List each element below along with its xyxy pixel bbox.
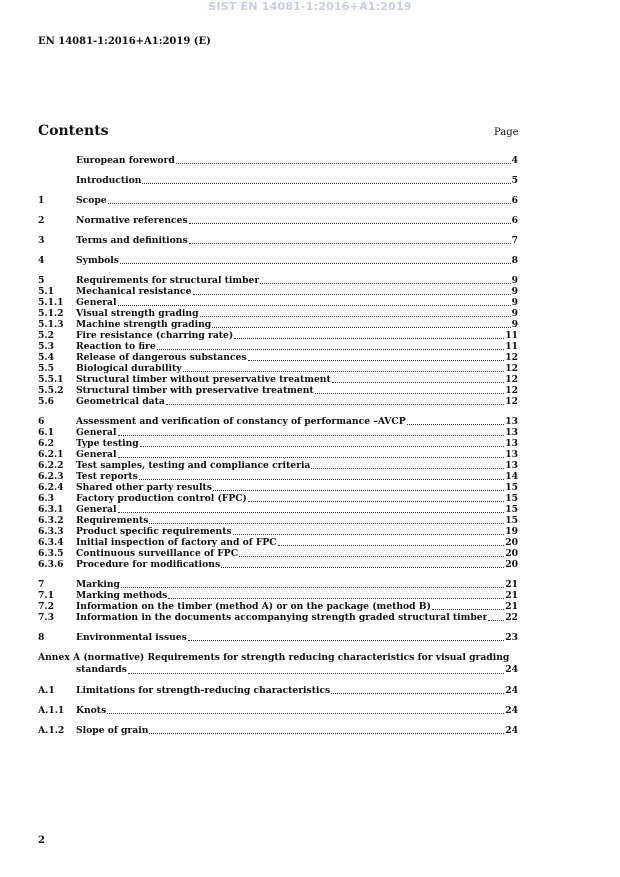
watermark: SIST EN 14081-1:2016+A1:2019: [208, 0, 412, 13]
dot-leader: [118, 305, 511, 306]
dot-leader: [221, 567, 504, 568]
toc-entry[interactable]: [38, 548, 518, 559]
toc-entry[interactable]: [38, 341, 518, 352]
toc-entry[interactable]: [38, 297, 518, 308]
toc-entry-title: Structural timber with preservative treatment: [76, 385, 314, 396]
toc-entry-page: 23: [505, 632, 518, 643]
dot-leader: [233, 534, 505, 535]
toc-entry-number: 3: [38, 235, 45, 246]
page-number: 2: [38, 835, 45, 846]
toc-entry-title: Reaction to fire: [76, 341, 156, 352]
dot-leader: [432, 609, 504, 610]
toc-entry-page: 13: [505, 438, 518, 449]
toc-entry[interactable]: [38, 632, 518, 643]
toc-entry[interactable]: [38, 352, 518, 363]
toc-entry[interactable]: [38, 275, 518, 286]
dot-leader: [239, 556, 504, 557]
toc-entry[interactable]: [38, 308, 518, 319]
toc-entry-number: 7: [38, 579, 45, 590]
toc-entry-page: 12: [505, 363, 518, 374]
toc-entry-title: Requirements: [76, 515, 149, 526]
toc-entry-page: 12: [505, 374, 518, 385]
toc-entry-number: A.1: [38, 685, 55, 696]
dot-leader: [121, 587, 504, 588]
toc-entry-number: 6.3: [38, 493, 54, 504]
annex-title-line1: Annex A (normative) Requirements for strength reducing characteristics for visual grading: [38, 652, 510, 663]
dot-leader: [107, 713, 504, 714]
toc-entry-page: 9: [511, 275, 518, 286]
dot-leader: [332, 382, 504, 383]
dot-leader: [200, 316, 511, 317]
toc-entry-page: 15: [505, 482, 518, 493]
toc-entry-page: 13: [505, 427, 518, 438]
toc-entry-page: 20: [505, 537, 518, 548]
dot-leader: [118, 435, 505, 436]
toc-entry[interactable]: [38, 685, 518, 696]
toc-entry[interactable]: [38, 175, 518, 186]
toc-entry-page: 9: [511, 308, 518, 319]
dot-leader: [149, 523, 504, 524]
toc-entry-title: Marking methods: [76, 590, 168, 601]
toc-entry-number: 6.3.5: [38, 548, 64, 559]
toc-entry-page: 21: [505, 579, 518, 590]
toc-entry-page: 7: [511, 235, 518, 246]
toc-entry-title: Information in the documents accompanying strength graded structural timber: [76, 612, 488, 623]
toc-entry-title: Slope of grain: [76, 725, 149, 736]
toc-entry-number: 6.3.4: [38, 537, 64, 548]
toc-entry-title: Structural timber without preservative treatment: [76, 374, 331, 385]
dot-leader: [260, 283, 510, 284]
toc-entry[interactable]: [38, 590, 518, 601]
toc-entry-title: Test reports: [76, 471, 138, 482]
toc-entry-title: Knots: [76, 705, 107, 716]
toc-entry-page: 15: [505, 515, 518, 526]
toc-entry-title: Normative references: [76, 215, 188, 226]
toc-entry-number: 7.1: [38, 590, 54, 601]
toc-entry[interactable]: [38, 319, 518, 330]
toc-entry-number: A.1.2: [38, 725, 65, 736]
toc-entry-page: 14: [505, 471, 518, 482]
toc-entry-number: 6.1: [38, 427, 54, 438]
toc-entry-number: 6.2.2: [38, 460, 64, 471]
toc-entry-page: 4: [511, 155, 518, 166]
toc-entry-page: 24: [505, 685, 518, 696]
toc-entry-title: Product specific requirements: [76, 526, 232, 537]
dot-leader: [183, 371, 505, 372]
toc-entry-number: 5.1.1: [38, 297, 64, 308]
toc-entry-page: 9: [511, 297, 518, 308]
toc-entry-title: Fire resistance (charring rate): [76, 330, 234, 341]
toc-entry[interactable]: [38, 195, 518, 206]
toc-entry-page: 13: [505, 449, 518, 460]
toc-entry-title: Information on the timber (method A) or on the package (method B): [76, 601, 431, 612]
toc-entry[interactable]: [38, 601, 518, 612]
toc-entry-page: 11: [505, 330, 518, 341]
dot-leader: [142, 183, 510, 184]
toc-entry-title: Visual strength grading: [76, 308, 199, 319]
toc-entry-number: 4: [38, 255, 45, 266]
toc-entry[interactable]: [38, 438, 518, 449]
dot-leader: [168, 598, 504, 599]
toc-entry-page: 20: [505, 548, 518, 559]
dot-leader: [315, 393, 505, 394]
toc-entry-title: Procedure for modifications: [76, 559, 221, 570]
toc-entry-number: 2: [38, 215, 45, 226]
dot-leader: [488, 620, 504, 621]
toc-entry-title: Geometrical data: [76, 396, 165, 407]
toc-entry[interactable]: [38, 416, 518, 427]
toc-entry-number: 5.6: [38, 396, 54, 407]
toc-entry-number: 5.5.2: [38, 385, 64, 396]
toc-entry-page: 6: [511, 215, 518, 226]
annex-title-line2: [38, 664, 518, 676]
toc-entry[interactable]: [38, 449, 518, 460]
dot-leader: [331, 693, 504, 694]
toc-entry-title: Symbols: [76, 255, 119, 266]
toc-entry-title: Scope: [76, 195, 107, 206]
toc-entry-number: 5.5: [38, 363, 54, 374]
toc-entry-title: Continuous surveillance of FPC: [76, 548, 239, 559]
toc-entry-page: 24: [505, 725, 518, 736]
toc-entry-page: 21: [505, 590, 518, 601]
dot-leader: [212, 327, 510, 328]
toc-entry-title: Introduction: [76, 175, 142, 186]
toc-entry[interactable]: [38, 725, 518, 736]
dot-leader: [189, 243, 511, 244]
dot-leader: [248, 501, 504, 502]
toc-entry-page: 12: [505, 396, 518, 407]
toc-entry-number: 6.3.6: [38, 559, 64, 570]
toc-entry[interactable]: [38, 559, 518, 570]
toc-entry-title: Machine strength grading: [76, 319, 212, 330]
toc-entry-page: 22: [505, 612, 518, 623]
toc-entry[interactable]: [38, 526, 518, 537]
dot-leader: [176, 163, 511, 164]
toc-entry-title: Shared other party results: [76, 482, 212, 493]
toc-entry-title: General: [76, 427, 117, 438]
annex-a-entry[interactable]: [38, 652, 518, 676]
toc-entry-number: 5.1: [38, 286, 54, 297]
toc-entry-number: 6.2: [38, 438, 54, 449]
dot-leader: [278, 545, 505, 546]
toc-entry-page: 6: [511, 195, 518, 206]
toc-entry[interactable]: [38, 235, 518, 246]
toc-entry[interactable]: [38, 504, 518, 515]
toc-entry[interactable]: [38, 286, 518, 297]
toc-entry[interactable]: [38, 396, 518, 407]
toc-entry-number: 6.2.1: [38, 449, 64, 460]
toc-entry-page: 24: [505, 664, 518, 675]
toc-entry[interactable]: [38, 363, 518, 374]
dot-leader: [118, 512, 505, 513]
toc-entry-title: Marking: [76, 579, 120, 590]
toc-entry-page: 9: [511, 286, 518, 297]
toc-entry-number: 6.3.3: [38, 526, 64, 537]
toc-entry-number: 6.2.4: [38, 482, 64, 493]
table-of-contents: [38, 155, 518, 736]
toc-entry-title: Limitations for strength-reducing characteristics: [76, 685, 331, 696]
toc-entry-page: 11: [505, 341, 518, 352]
toc-entry-page: 8: [511, 255, 518, 266]
toc-entry-title: General: [76, 297, 117, 308]
toc-entry-page: 24: [505, 705, 518, 716]
toc-entry-number: 1: [38, 195, 45, 206]
toc-entry-page: 21: [505, 601, 518, 612]
toc-entry-number: 7.3: [38, 612, 54, 623]
toc-entry[interactable]: [38, 493, 518, 504]
toc-entry-title: Factory production control (FPC): [76, 493, 247, 504]
toc-entry-number: 5.3: [38, 341, 54, 352]
toc-entry-title: Type testing: [76, 438, 139, 449]
toc-entry-page: 12: [505, 352, 518, 363]
toc-entry-title: General: [76, 449, 117, 460]
dot-leader: [248, 360, 505, 361]
toc-entry-number: 5: [38, 275, 45, 286]
dot-leader: [188, 640, 504, 641]
toc-entry-number: 6: [38, 416, 45, 427]
toc-entry-page: 13: [505, 416, 518, 427]
toc-entry-title: Mechanical resistance: [76, 286, 192, 297]
toc-entry-title: Assessment and verification of constancy of performance –AVCP: [76, 416, 406, 427]
dot-leader: [149, 733, 504, 734]
toc-entry[interactable]: [38, 427, 518, 438]
toc-entry[interactable]: [38, 460, 518, 471]
toc-entry-number: 5.1.2: [38, 308, 64, 319]
dot-leader: [407, 424, 505, 425]
toc-entry-title: standards: [76, 664, 127, 675]
toc-entry-page: 15: [505, 504, 518, 515]
toc-entry-page: 19: [505, 526, 518, 537]
toc-entry[interactable]: [38, 537, 518, 548]
dot-leader: [311, 468, 504, 469]
toc-entry[interactable]: [38, 385, 518, 396]
toc-entry-number: 6.2.3: [38, 471, 64, 482]
toc-entry-page: 20: [505, 559, 518, 570]
dot-leader: [128, 673, 504, 674]
dot-leader: [118, 457, 505, 458]
toc-entry-number: 8: [38, 632, 45, 643]
toc-entry[interactable]: [38, 612, 518, 623]
toc-entry-number: 6.3.2: [38, 515, 64, 526]
toc-entry-title: Environmental issues: [76, 632, 187, 643]
toc-entry[interactable]: [38, 705, 518, 716]
toc-entry[interactable]: [38, 579, 518, 590]
contents-title: Contents: [38, 123, 109, 139]
toc-entry-title: Biological durability: [76, 363, 182, 374]
toc-entry-number: 5.1.3: [38, 319, 64, 330]
toc-entry[interactable]: [38, 215, 518, 226]
toc-entry[interactable]: [38, 515, 518, 526]
dot-leader: [234, 338, 504, 339]
toc-entry-title: Release of dangerous substances: [76, 352, 247, 363]
toc-entry[interactable]: [38, 255, 518, 266]
toc-entry-title: General: [76, 504, 117, 515]
dot-leader: [213, 490, 504, 491]
dot-leader: [193, 294, 511, 295]
dot-leader: [108, 203, 511, 204]
toc-entry-number: 6.3.1: [38, 504, 64, 515]
toc-entry-number: 5.4: [38, 352, 54, 363]
dot-leader: [166, 404, 504, 405]
dot-leader: [140, 446, 504, 447]
toc-entry-title: Initial inspection of factory and of FPC: [76, 537, 277, 548]
toc-entry-number: 5.2: [38, 330, 54, 341]
dot-leader: [139, 479, 504, 480]
toc-entry-title: Test samples, testing and compliance criteria: [76, 460, 311, 471]
toc-entry[interactable]: [38, 374, 518, 385]
toc-entry-number: 7.2: [38, 601, 54, 612]
page-column-label: Page: [494, 127, 519, 138]
standard-id: EN 14081-1:2016+A1:2019 (E): [38, 36, 211, 47]
toc-entry[interactable]: [38, 155, 518, 166]
toc-entry-number: A.1.1: [38, 705, 65, 716]
toc-entry-page: 5: [511, 175, 518, 186]
toc-entry-title: European foreword: [76, 155, 175, 166]
toc-entry[interactable]: [38, 330, 518, 341]
toc-entry-page: 13: [505, 460, 518, 471]
toc-entry[interactable]: [38, 471, 518, 482]
dot-leader: [120, 263, 511, 264]
toc-entry-title: Terms and definitions: [76, 235, 188, 246]
toc-entry[interactable]: [38, 482, 518, 493]
toc-entry-page: 12: [505, 385, 518, 396]
toc-entry-title: Requirements for structural timber: [76, 275, 260, 286]
toc-entry-number: 5.5.1: [38, 374, 64, 385]
dot-leader: [189, 223, 511, 224]
dot-leader: [157, 349, 504, 350]
toc-entry-page: 15: [505, 493, 518, 504]
toc-entry-page: 9: [511, 319, 518, 330]
